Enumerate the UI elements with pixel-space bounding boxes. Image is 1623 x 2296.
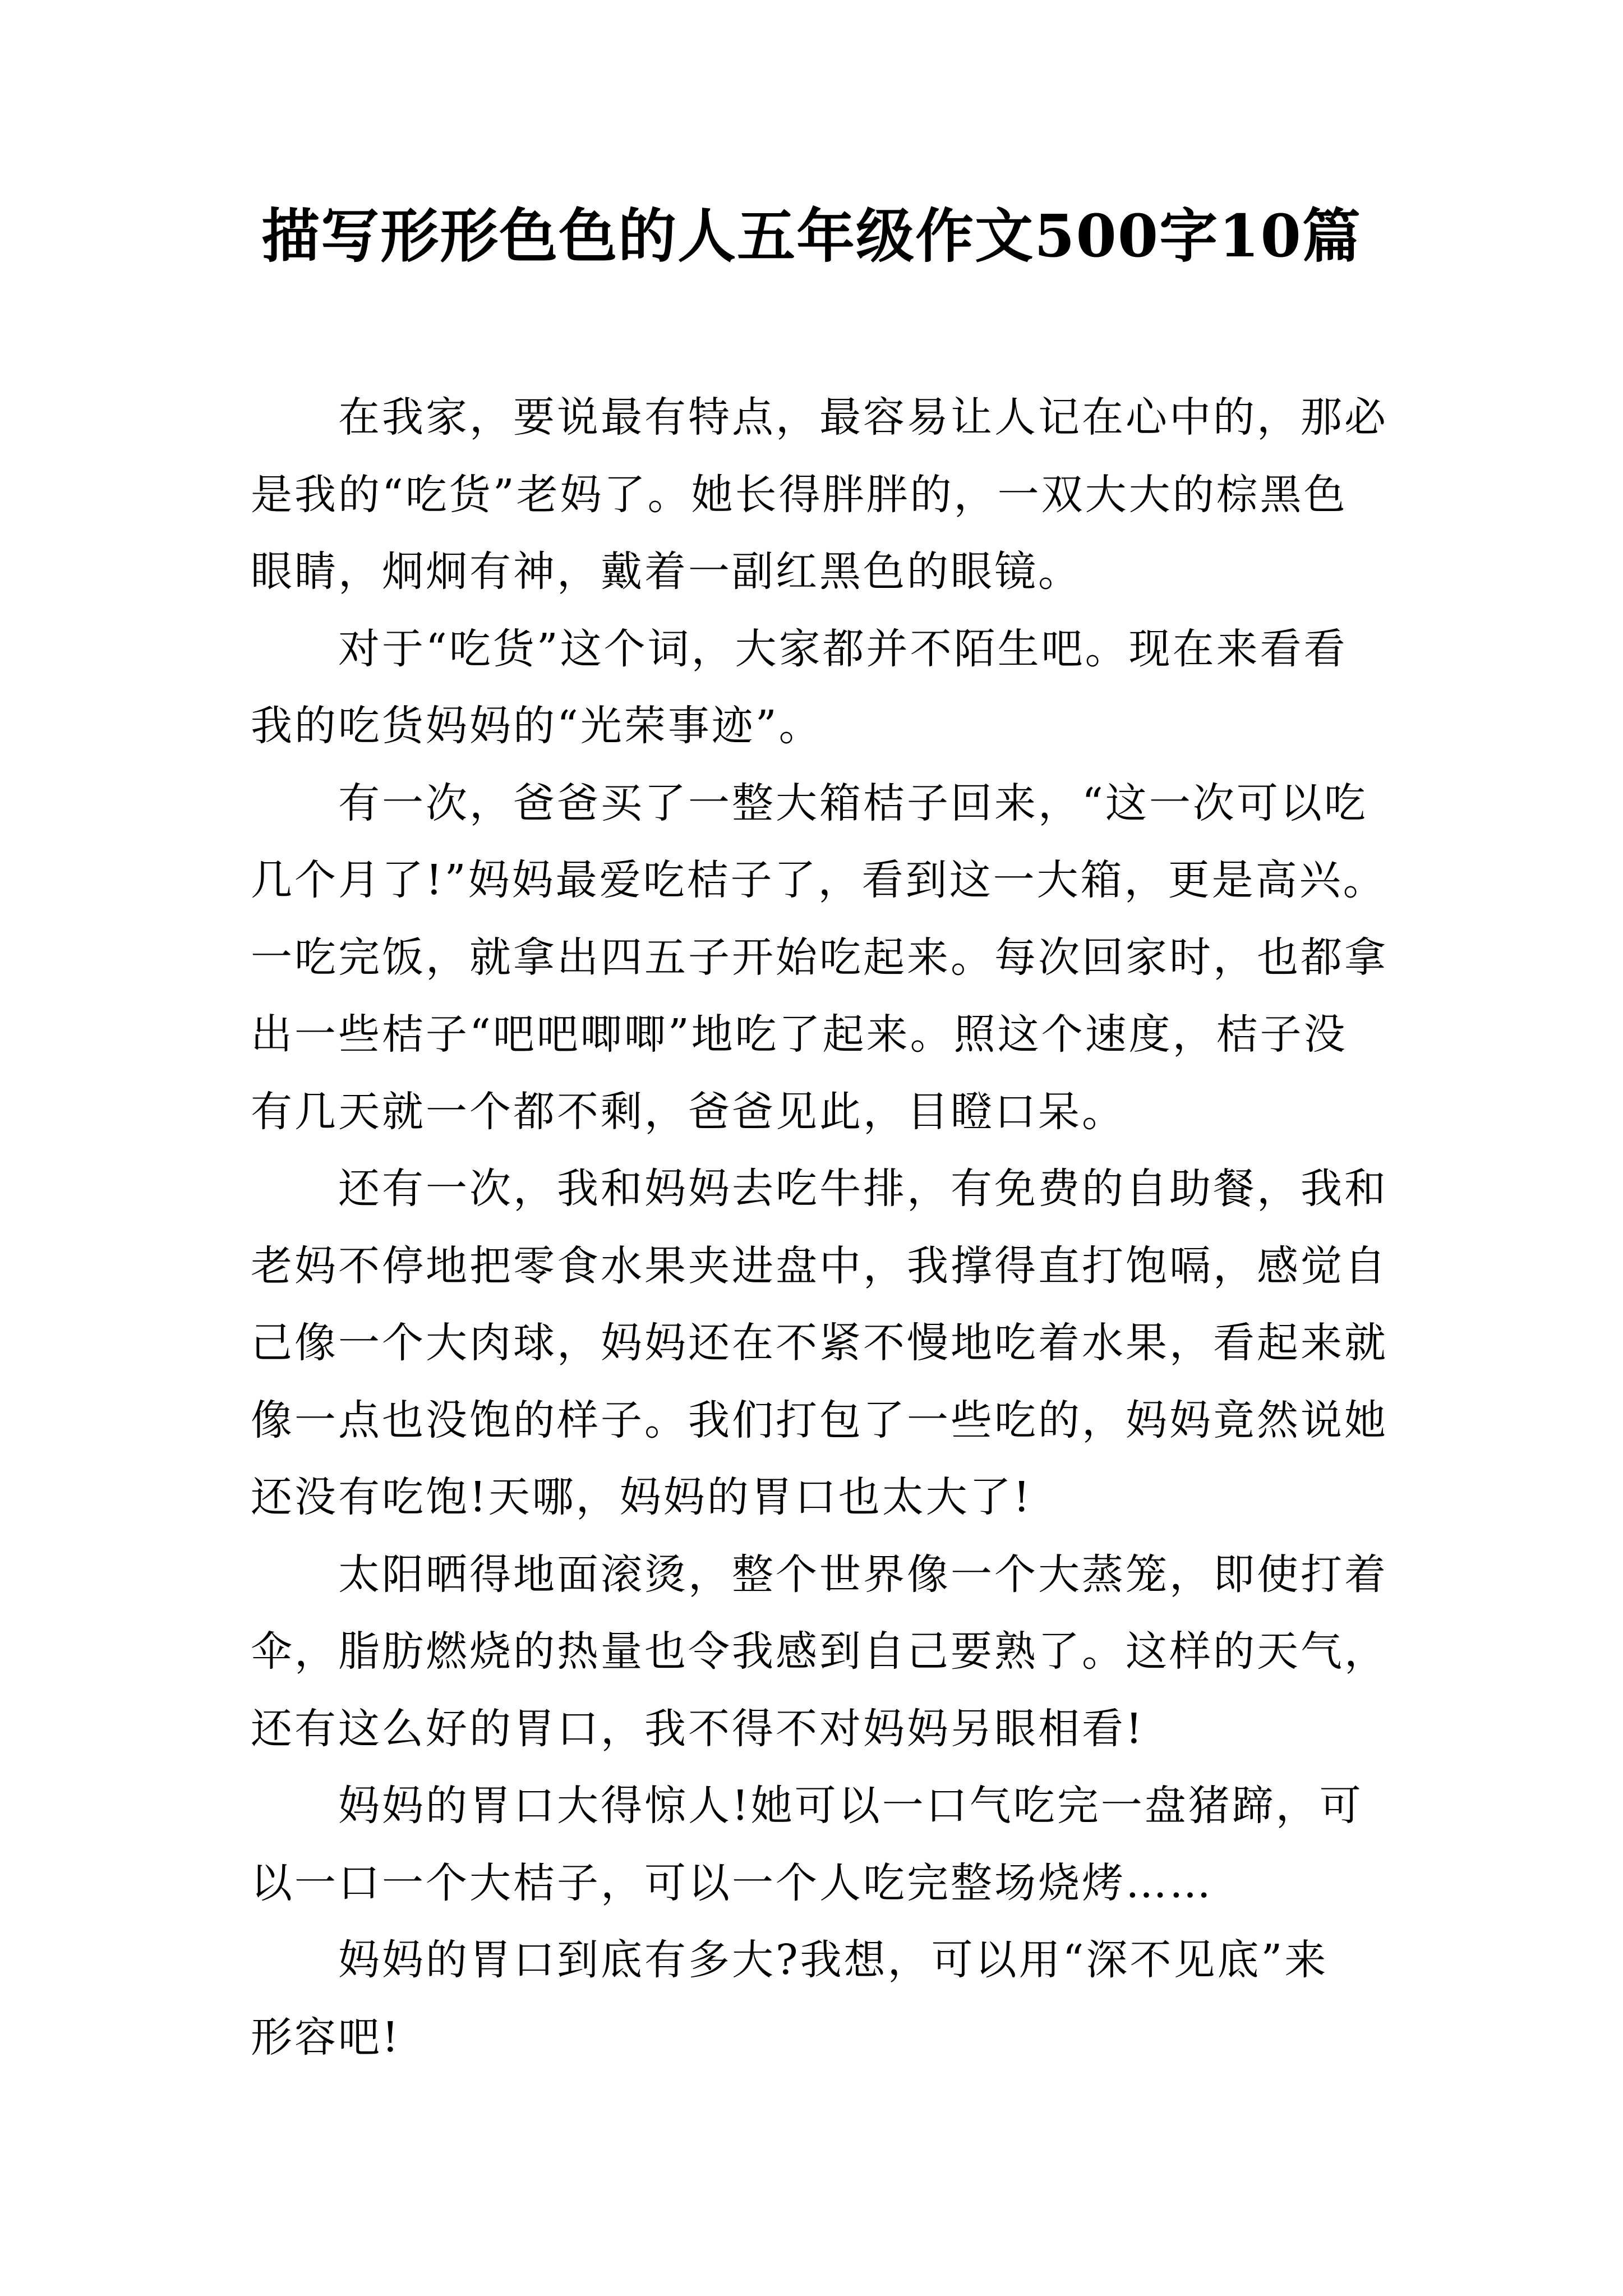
text-line: 老妈不停地把零食水果夹进盘中，我撑得直打饱嗝，感觉自 [251, 1241, 1388, 1290]
paragraph-3 [251, 765, 1484, 1151]
text-line: 还有这么好的胃口，我不得不对妈妈另眼相看! [251, 1704, 1145, 1753]
paragraph-1 [251, 379, 1484, 611]
paragraph-4 [251, 1151, 1484, 1536]
paragraph-5 [251, 1536, 1484, 1768]
text-line: 有一次，爸爸买了一整大箱桔子回来，“这一次可以吃 [338, 779, 1368, 827]
text-line: 妈妈的胃口到底有多大?我想，可以用“深不见底”来 [338, 1936, 1329, 1984]
text-line: 一吃完饭，就拿出四五子开始吃起来。每次回家时，也都拿 [251, 933, 1388, 982]
text-line: 是我的“吃货”老妈了。她长得胖胖的，一双大大的棕黑色 [251, 470, 1348, 519]
text-line: 对于“吃货”这个词，大家都并不陌生吧。现在来看看 [338, 624, 1348, 673]
paragraph-7 [251, 1922, 1484, 2076]
text-line: 像一点也没饱的样子。我们打包了一些吃的，妈妈竟然说她 [251, 1396, 1388, 1444]
text-line: 还有一次，我和妈妈去吃牛排，有免费的自助餐，我和 [338, 1165, 1388, 1213]
essay-body [251, 379, 1484, 2076]
text-line: 几个月了!”妈妈最爱吃桔子了，看到这一大箱，更是高兴。 [251, 856, 1387, 904]
text-line: 还没有吃饱!天哪，妈妈的胃口也太大了! [251, 1473, 1032, 1521]
text-line: 己像一个大肉球，妈妈还在不紧不慢地吃着水果，看起来就 [251, 1319, 1388, 1367]
text-line: 在我家，要说最有特点，最容易让人记在心中的，那必 [338, 393, 1388, 441]
text-line: 伞，脂肪燃烧的热量也令我感到自己要熟了。这样的天气， [251, 1627, 1388, 1676]
essay-title: 描写形形色色的人五年级作文500字10篇 [261, 201, 1362, 270]
text-line: 出一些桔子“吧吧唧唧”地吃了起来。照这个速度，桔子没 [251, 1010, 1348, 1059]
text-line: 有几天就一个都不剩，爸爸见此，目瞪口呆。 [251, 1087, 1126, 1136]
text-line: 形容吧! [251, 2013, 401, 2062]
text-line: 以一口一个大桔子，可以一个人吃完整场烧烤…… [251, 1858, 1213, 1907]
text-line: 妈妈的胃口大得惊人!她可以一口气吃完一盘猪蹄，可 [338, 1782, 1363, 1830]
paragraph-2 [251, 611, 1484, 765]
paragraph-6 [251, 1768, 1484, 1922]
text-line: 眼睛，炯炯有神，戴着一副红黑色的眼镜。 [251, 547, 1082, 596]
text-line: 我的吃货妈妈的“光荣事迹”。 [251, 702, 823, 750]
text-line: 太阳晒得地面滚烫，整个世界像一个大蒸笼，即使打着 [338, 1550, 1388, 1599]
